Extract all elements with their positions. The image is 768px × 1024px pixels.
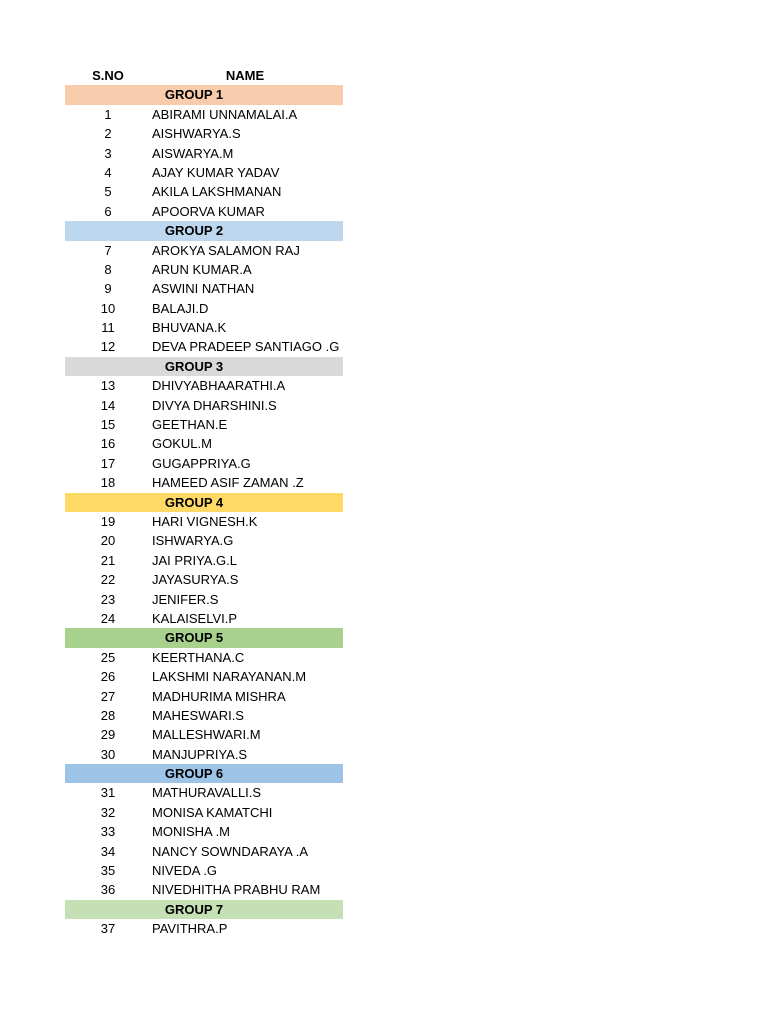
member-name: AKILA LAKSHMANAN (152, 184, 282, 200)
table-row (65, 861, 343, 880)
member-name: JAYASURYA.S (152, 572, 239, 588)
member-name: BALAJI.D (152, 300, 209, 316)
table-row (65, 687, 343, 706)
serial-number: 25 (100, 649, 116, 665)
member-name: GOKUL.M (152, 436, 212, 452)
member-name: AJAY KUMAR YADAV (152, 164, 280, 180)
table-row (65, 182, 343, 201)
member-name: ISHWARYA.G (152, 533, 234, 549)
member-name: JAI PRIYA.G.L (152, 552, 238, 568)
member-name: GEETHAN.E (152, 417, 228, 433)
member-name: KALAISELVI.P (152, 610, 238, 626)
serial-number: 33 (100, 824, 116, 840)
group-label: GROUP 1 (164, 87, 224, 103)
member-name: HAMEED ASIF ZAMAN .Z (152, 475, 304, 491)
member-name: DHIVYABHAARATHI.A (152, 378, 286, 394)
member-name: HARI VIGNESH.K (152, 513, 258, 529)
member-name: NANCY SOWNDARAYA .A (152, 843, 309, 859)
serial-number: 35 (100, 863, 116, 879)
table-row (65, 376, 343, 395)
table-row (65, 415, 343, 434)
table-row (65, 551, 343, 570)
member-name: PAVITHRA.P (152, 921, 228, 937)
table-row (65, 803, 343, 822)
table-row (65, 609, 343, 628)
serial-number: 1 (104, 106, 112, 122)
serial-number: 20 (100, 533, 116, 549)
table-row (65, 473, 343, 492)
serial-number: 11 (101, 320, 115, 336)
group-header-row (65, 628, 343, 647)
member-name: ARUN KUMAR.A (152, 261, 252, 277)
table-row (65, 531, 343, 550)
serial-number: 26 (100, 669, 116, 685)
member-name: AISWARYA.M (152, 145, 234, 161)
member-name: DIVYA DHARSHINI.S (152, 397, 277, 413)
serial-number: 14 (100, 397, 116, 413)
table-row (65, 648, 343, 667)
serial-number: 13 (100, 378, 116, 394)
member-name: MADHURIMA MISHRA (152, 688, 286, 704)
serial-number: 27 (100, 688, 116, 704)
group-label: GROUP 3 (164, 358, 224, 374)
group-label: GROUP 7 (164, 901, 224, 917)
table-row (65, 725, 343, 744)
serial-number: 34 (100, 843, 116, 859)
serial-number: 22 (100, 572, 116, 588)
serial-number: 30 (100, 746, 116, 762)
group-label: GROUP 4 (164, 494, 224, 510)
serial-number: 18 (100, 475, 116, 491)
table-row (65, 667, 343, 686)
member-name: APOORVA KUMAR (152, 203, 265, 219)
member-name: NIVEDHITHA PRABHU RAM (152, 882, 321, 898)
serial-number: 23 (100, 591, 116, 607)
table-row (65, 842, 343, 861)
group-list-sheet (65, 66, 343, 939)
member-name: KEERTHANA.C (152, 649, 245, 665)
member-name: GUGAPPRIYA.G (152, 455, 251, 471)
table-row (65, 880, 343, 899)
serial-number: 8 (104, 261, 112, 277)
serial-number: 21 (100, 552, 116, 568)
group-header-row (65, 900, 343, 919)
member-name: MANJUPRIYA.S (152, 746, 248, 762)
table-row (65, 105, 343, 124)
table-row (65, 202, 343, 221)
table-row (65, 318, 343, 337)
member-name: AROKYA SALAMON RAJ (152, 242, 300, 258)
table-row (65, 163, 343, 182)
table-body (65, 85, 343, 938)
serial-number: 36 (100, 882, 116, 898)
table-row (65, 783, 343, 802)
table-row (65, 512, 343, 531)
group-header-row (65, 764, 343, 783)
table-row (65, 260, 343, 279)
table-row (65, 144, 343, 163)
group-header-row (65, 357, 343, 376)
group-header-row (65, 221, 343, 240)
serial-number: 29 (100, 727, 116, 743)
table-row (65, 279, 343, 298)
serial-number: 3 (104, 145, 112, 161)
table-row (65, 396, 343, 415)
group-label: GROUP 5 (164, 630, 224, 646)
group-label: GROUP 6 (164, 766, 224, 782)
table-row (65, 434, 343, 453)
serial-number: 32 (100, 804, 116, 820)
member-name: BHUVANA.K (152, 320, 227, 336)
member-name: MONISHA .M (152, 824, 231, 840)
member-name: JENIFER.S (152, 591, 219, 607)
table-row (65, 299, 343, 318)
table-row (65, 706, 343, 725)
member-name: ABIRAMI UNNAMALAI.A (152, 106, 298, 122)
serial-number: 4 (104, 164, 112, 180)
serial-number: 7 (104, 242, 112, 258)
table-row (65, 241, 343, 260)
member-name: NIVEDA .G (152, 863, 218, 879)
serial-number: 31 (100, 785, 116, 801)
table-row (65, 570, 343, 589)
serial-number: 5 (104, 184, 112, 200)
serial-number: 12 (100, 339, 116, 355)
serial-number: 16 (100, 436, 116, 452)
member-name: MALLESHWARI.M (152, 727, 261, 743)
serial-number: 37 (100, 921, 116, 937)
table-row (65, 454, 343, 473)
table-row (65, 124, 343, 143)
member-name: MONISA KAMATCHI (152, 804, 273, 820)
name-column-header: NAME (225, 68, 265, 83)
header-row (65, 66, 343, 85)
serial-number: 19 (100, 513, 116, 529)
member-name: MAHESWARI.S (152, 707, 244, 723)
serial-number: 9 (104, 281, 112, 297)
table-row (65, 745, 343, 764)
table-row (65, 590, 343, 609)
group-label: GROUP 2 (164, 223, 224, 239)
serial-number: 10 (100, 300, 116, 316)
sno-column-header: S.NO (92, 68, 124, 83)
member-name: MATHURAVALLI.S (152, 785, 262, 801)
serial-number: 24 (100, 610, 116, 626)
serial-number: 6 (104, 203, 112, 219)
table-row (65, 822, 343, 841)
group-header-row (65, 85, 343, 104)
serial-number: 17 (100, 455, 116, 471)
member-name: AISHWARYA.S (152, 126, 241, 142)
group-header-row (65, 493, 343, 512)
member-name: DEVA PRADEEP SANTIAGO .G (152, 339, 340, 355)
member-name: ASWINI NATHAN (152, 281, 255, 297)
table-row (65, 337, 343, 356)
serial-number: 28 (100, 707, 116, 723)
table-row (65, 919, 343, 938)
serial-number: 15 (100, 417, 116, 433)
member-name: LAKSHMI NARAYANAN.M (152, 669, 307, 685)
serial-number: 2 (104, 126, 112, 142)
